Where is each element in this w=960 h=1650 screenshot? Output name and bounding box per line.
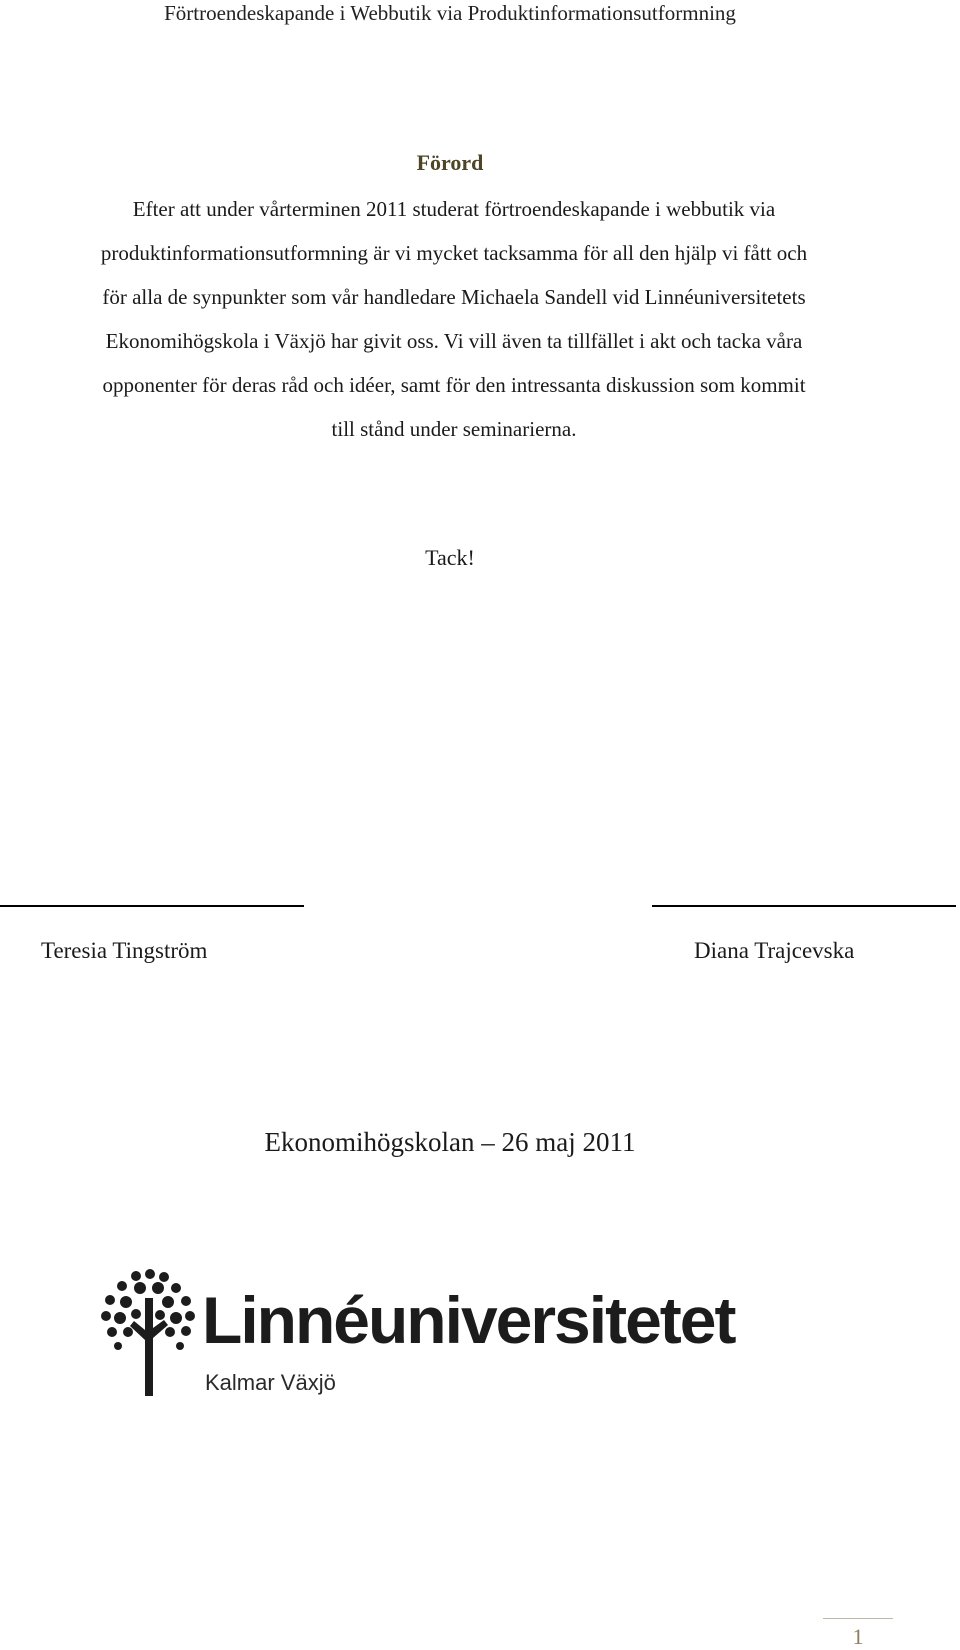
signature-line-right [652, 905, 956, 907]
preface-line: Efter att under vårterminen 2011 studerat förtroendeskapande i webbutik via [132, 197, 776, 221]
page-number: 1 [852, 1624, 864, 1649]
preface-line: för alla de synpunkter som vår handledare Michaela Sandell vid Linnéuniversitetets [102, 285, 806, 309]
tree-icon [98, 1268, 198, 1398]
logo-wordmark: Linnéuniversitetet [202, 1283, 735, 1357]
preface-line: Ekonomihögskola i Växjö har givit oss. Vi vill även ta tillfället i akt och tacka våra [105, 329, 803, 353]
running-header: Förtroendeskapande i Webbutik via Produktinformationsutformning [164, 1, 736, 25]
signature-name-left: Teresia Tingström [41, 938, 208, 963]
signature-name-right: Diana Trajcevska [694, 938, 855, 963]
preface-line: produktinformationsutformning är vi mycket tacksamma för all den hjälp vi fått och [100, 241, 808, 265]
preface-line: till stånd under seminarierna. [331, 417, 577, 441]
preface-line: opponenter för deras råd och idéer, samt för den intressanta diskussion som kommit [102, 373, 806, 397]
preface-heading: Förord [416, 150, 484, 175]
university-logo [98, 1268, 778, 1418]
preface-body [14, 187, 894, 451]
page-number-rule [823, 1618, 893, 1619]
logo-subtitle: Kalmar Växjö [205, 1370, 336, 1395]
signature-line-left [0, 905, 304, 907]
thanks-text: Tack! [425, 545, 475, 570]
date-line: Ekonomihögskolan – 26 maj 2011 [264, 1127, 636, 1157]
